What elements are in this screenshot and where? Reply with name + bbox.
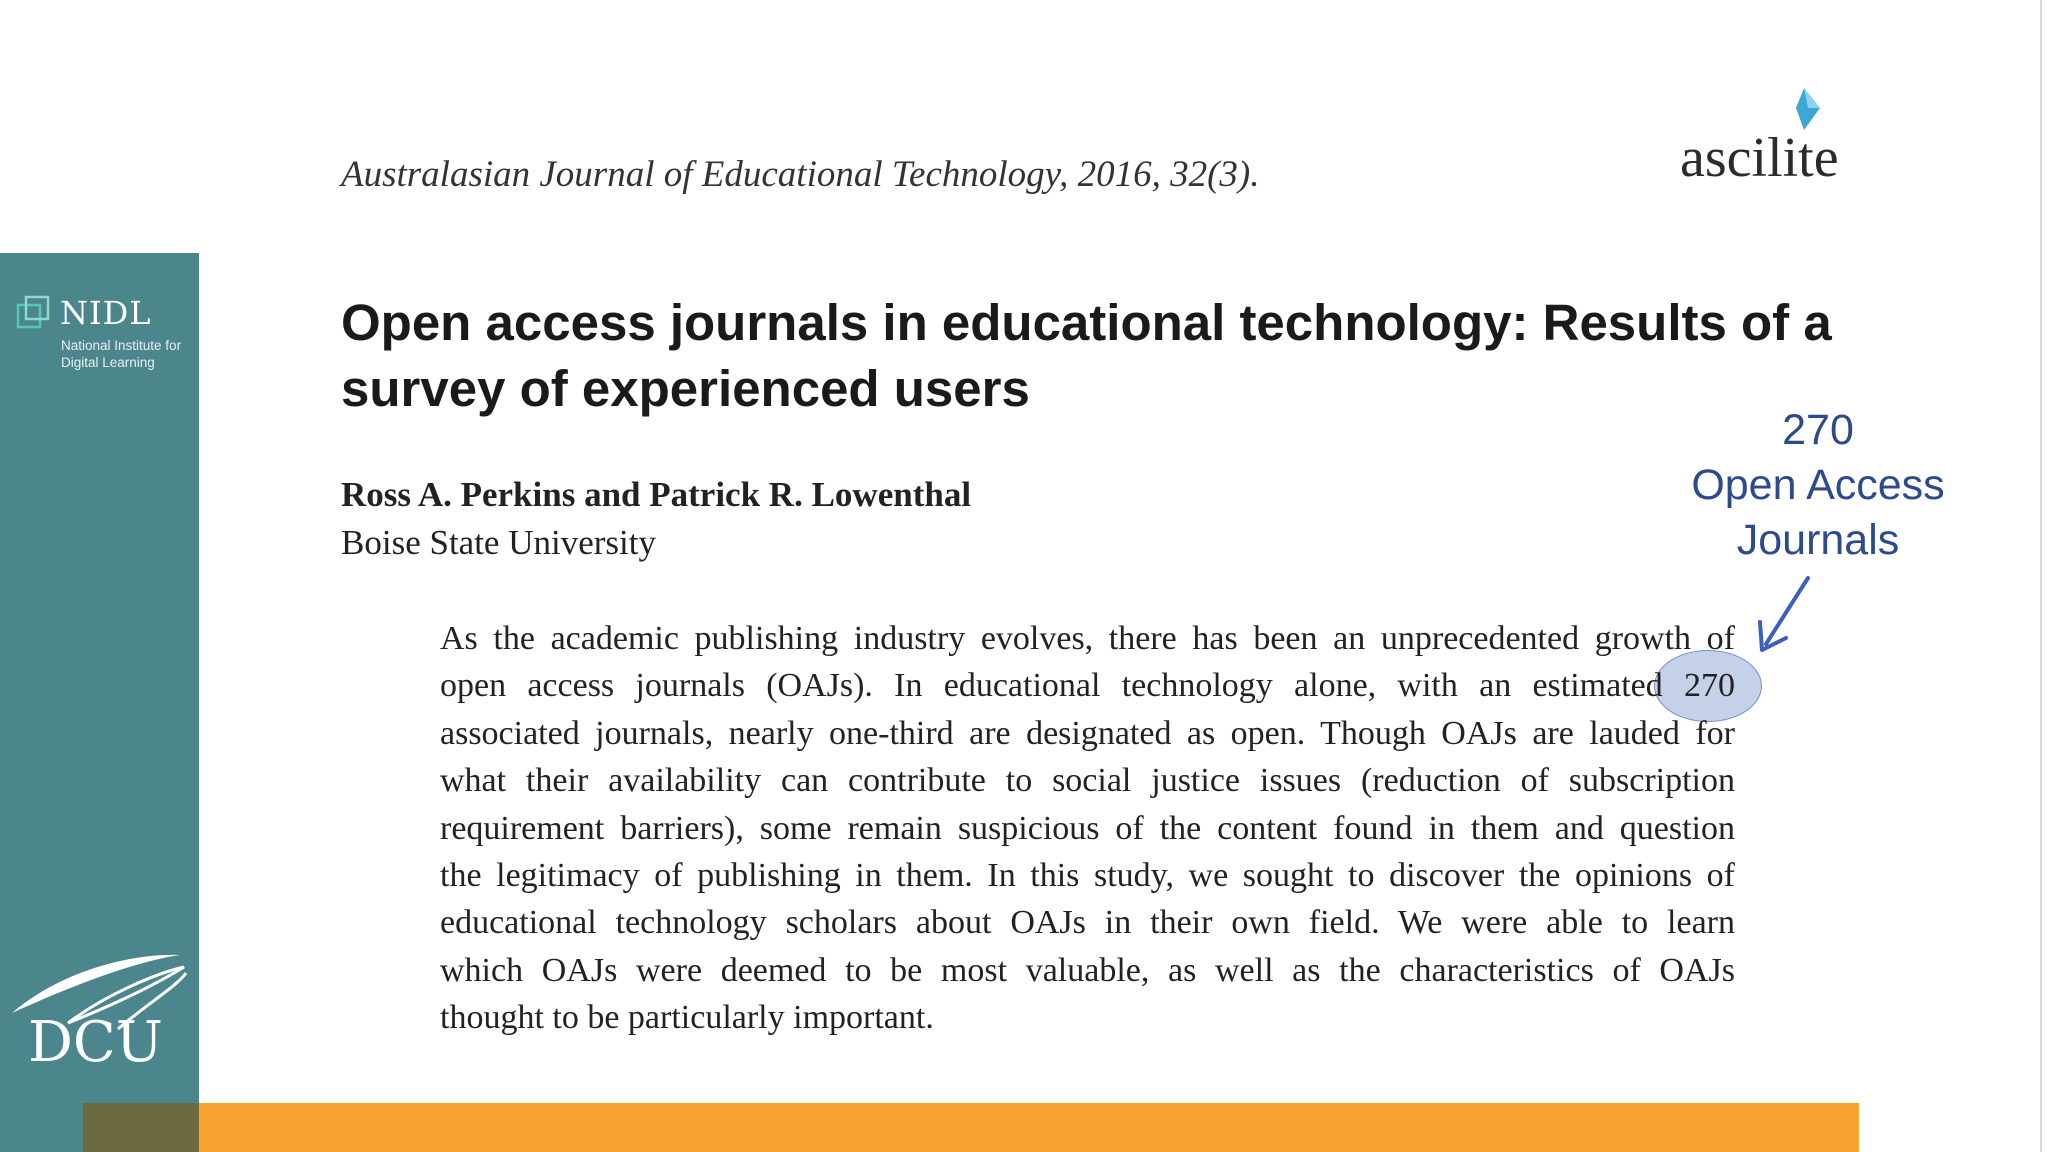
nidl-name: NIDL: [60, 294, 152, 332]
arrow-down-left-icon: [1752, 574, 1812, 654]
dcu-text: DCU: [28, 1010, 163, 1075]
abstract-line: As the academic publishing industry evolves, there has been an unprecedented growth of: [440, 620, 1735, 657]
footer-dark-bar: [83, 1103, 199, 1152]
ascilite-wordmark: ascilite: [1680, 127, 1839, 189]
abstract-line: which OAJs were deemed to be most valuable, as well as the characteristics of OAJs: [440, 951, 1735, 989]
abstract-line: requirement barriers), some remain suspicious of the content found in them and question: [440, 809, 1735, 847]
sidebar: [0, 253, 199, 1152]
abstract-line: thought to be particularly important.: [440, 999, 934, 1037]
abstract-line: educational technology scholars about OAJs in their own field. We were able to learn: [440, 904, 1735, 942]
abstract-line: open access journals (OAJs). In educational technology alone, with an estimated 270: [440, 667, 1735, 705]
callout-value: 270: [1782, 406, 1854, 454]
nidl-logo: [16, 291, 191, 381]
callout-label: Journals: [1736, 516, 1900, 564]
slide-edge-divider: [2040, 0, 2042, 1152]
callout: [1660, 403, 1976, 568]
dcu-logo: [8, 943, 188, 1083]
callout-label: Open Access: [1691, 461, 1945, 509]
abstract: [440, 615, 1735, 1042]
nidl-subtitle: National Institute for Digital Learning: [61, 338, 182, 370]
abstract-line: what their availability can contribute to social justice issues (reduction of subscription: [440, 762, 1735, 800]
footer-orange-bar: [199, 1103, 1859, 1152]
ascilite-logo: [1670, 86, 1850, 196]
abstract-line: the legitimacy of publishing in them. In this study, we sought to discover the opinions of: [440, 856, 1735, 894]
paper-affiliation: Boise State University: [341, 523, 656, 562]
abstract-line: associated journals, nearly one-third are designated as open. Though OAJs are lauded for: [440, 714, 1735, 752]
journal-citation: Australasian Journal of Educational Technology, 2016, 32(3).: [341, 154, 1260, 195]
paper-authors: Ross A. Perkins and Patrick R. Lowenthal: [341, 475, 972, 514]
paper-title: Open access journals in educational technology: Results of a survey of experienced users: [341, 294, 1832, 417]
nidl-square-icon: [16, 295, 50, 329]
